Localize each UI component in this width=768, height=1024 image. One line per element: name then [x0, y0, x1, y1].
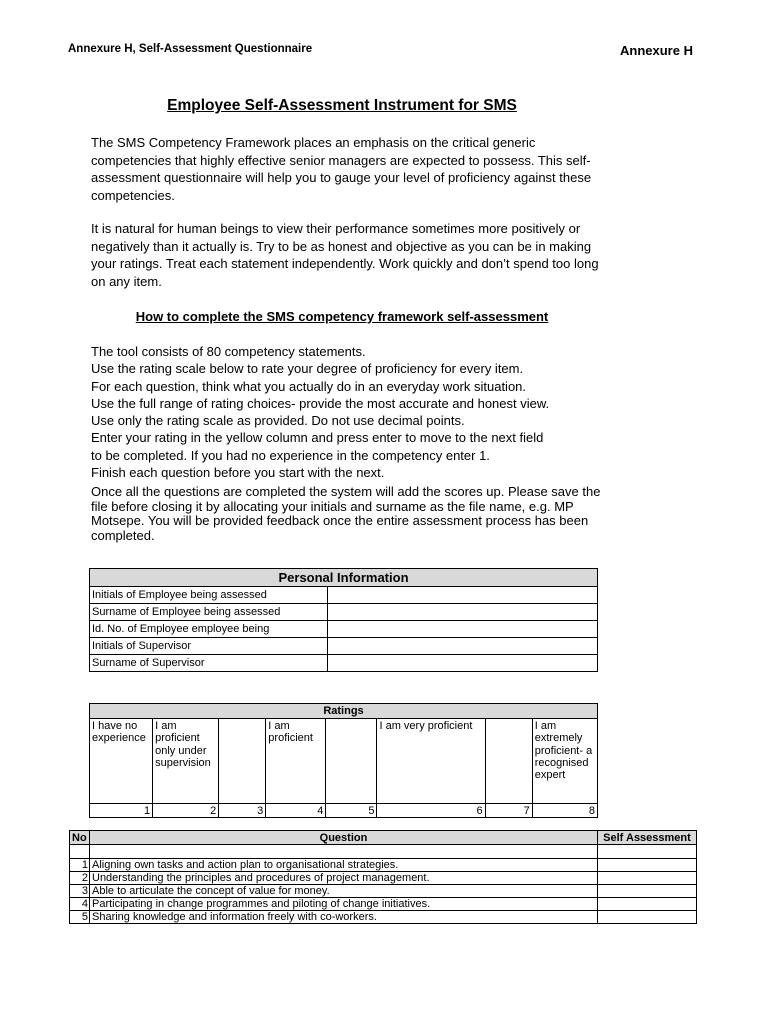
question-text: Sharing knowledge and information freely with co-workers.	[90, 911, 598, 924]
personal-field-label: Id. No. of Employee employee being	[90, 621, 328, 638]
personal-field-label: Surname of Supervisor	[90, 655, 328, 672]
table-row	[70, 885, 697, 898]
rating-description	[485, 719, 532, 804]
personal-field-input[interactable]	[328, 655, 598, 672]
header-right-label: Annexure H	[620, 43, 693, 58]
rating-description: I have no experience	[90, 719, 153, 804]
question-number: 1	[70, 859, 90, 872]
ratings-table	[89, 703, 598, 818]
personal-field-label: Surname of Employee being assessed	[90, 604, 328, 621]
question-number: 2	[70, 872, 90, 885]
question-text: Able to articulate the concept of value for money.	[90, 885, 598, 898]
howto-step: to be completed. If you had no experience in the competency enter 1.	[91, 447, 490, 463]
table-row	[70, 859, 697, 872]
howto-step: Use the full range of rating choices- provide the most accurate and honest view.	[91, 395, 550, 411]
question-text: Aligning own tasks and action plan to organisational strategies.	[90, 859, 598, 872]
rating-number: 5	[326, 804, 377, 818]
table-row	[90, 587, 598, 604]
question-text: Understanding the principles and procedures of project management.	[90, 872, 598, 885]
table-row	[70, 898, 697, 911]
personal-field-label: Initials of Employee being assessed	[90, 587, 328, 604]
questions-table	[69, 830, 697, 924]
rating-description	[326, 719, 377, 804]
rating-number: 6	[377, 804, 485, 818]
header-left-title: Annexure H, Self-Assessment Questionnaire	[68, 43, 313, 55]
question-number: 4	[70, 898, 90, 911]
rating-number: 2	[153, 804, 219, 818]
self-assessment-input[interactable]	[598, 898, 697, 911]
column-header-self-assessment: Self Assessment	[598, 831, 697, 845]
rating-description	[219, 719, 266, 804]
ratings-title: Ratings	[90, 704, 598, 719]
howto-closing: Once all the questions are completed the system will add the scores up. Please save the file before closing it by allocating your initials and surname as the file name, e.g. MP Motsepe. You will be provided feedback once the entire assessment process has been completed.	[91, 484, 601, 543]
personal-field-input[interactable]	[328, 638, 598, 655]
table-spacer-row	[70, 845, 697, 859]
table-row	[90, 621, 598, 638]
self-assessment-input[interactable]	[598, 872, 697, 885]
table-row	[90, 655, 598, 672]
intro-paragraph-1: The SMS Competency Framework places an emphasis on the critical generic competencies that highly effective senior managers are expected to possess. This self-assessment questionnaire will help you to gauge your level of proficiency against these competencies.	[91, 135, 592, 203]
question-number: 5	[70, 911, 90, 924]
self-assessment-input[interactable]	[598, 885, 697, 898]
howto-step: For each question, think what you actually do in an everyday work situation.	[91, 378, 527, 394]
personal-field-input[interactable]	[328, 587, 598, 604]
personal-field-input[interactable]	[328, 621, 598, 638]
intro-paragraph-2: It is natural for human beings to view their performance sometimes more positively or negatively than it actually is. Try to be as honest and objective as you can be in making your ratings. Treat each statement independently. Work quickly and don’t spend too long on any item.	[91, 221, 599, 289]
howto-step: Finish each question before you start with the next.	[91, 465, 385, 481]
self-assessment-input[interactable]	[598, 911, 697, 924]
personal-field-input[interactable]	[328, 604, 598, 621]
personal-information-table	[89, 568, 598, 672]
howto-step: Use the rating scale below to rate your degree of proficiency for every item.	[91, 361, 524, 377]
ratings-number-row	[90, 804, 598, 818]
table-row	[70, 911, 697, 924]
howto-step: The tool consists of 80 competency statements.	[91, 344, 366, 359]
question-number: 3	[70, 885, 90, 898]
rating-number: 7	[485, 804, 532, 818]
rating-number: 8	[532, 804, 597, 818]
personal-information-title: Personal Information	[90, 569, 598, 587]
rating-description: I am proficient	[266, 719, 326, 804]
column-header-no: No	[70, 831, 90, 845]
howto-step: Use only the rating scale as provided. Do not use decimal points.	[91, 413, 465, 429]
rating-description: I am proficient only under supervision	[153, 719, 219, 804]
howto-steps	[91, 343, 611, 481]
rating-description: I am very proficient	[377, 719, 485, 804]
rating-description: I am extremely proficient- a recognised expert	[532, 719, 597, 804]
self-assessment-input[interactable]	[598, 859, 697, 872]
howto-title: How to complete the SMS competency framework self-assessment	[135, 309, 549, 324]
questions-header-row	[70, 831, 697, 845]
column-header-question: Question	[90, 831, 598, 845]
personal-field-label: Initials of Supervisor	[90, 638, 328, 655]
howto-step: Enter your rating in the yellow column and press enter to move to the next field	[91, 430, 544, 446]
table-row	[70, 872, 697, 885]
rating-number: 3	[219, 804, 266, 818]
question-text: Participating in change programmes and piloting of change initiatives.	[90, 898, 598, 911]
page-title: Employee Self-Assessment Instrument for SMS	[167, 97, 517, 114]
table-row	[90, 638, 598, 655]
ratings-description-row	[90, 719, 598, 804]
rating-number: 4	[266, 804, 326, 818]
rating-number: 1	[90, 804, 153, 818]
table-row	[90, 604, 598, 621]
